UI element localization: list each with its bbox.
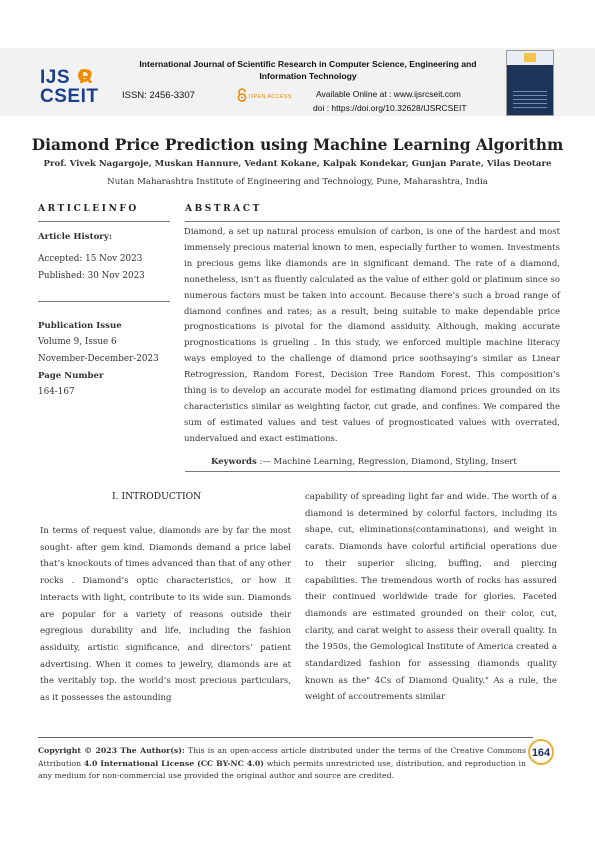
page-number-badge [528,739,554,765]
available-online[interactable]: Available Online at : www.ijsrcseit.com [316,89,461,99]
introduction-column-left: In terms of request value, diamonds are by far the most sought- after gem kind. Diamonds demand a price label that’s knockouts of times advanced than that of any other rocks . Diamond’s optic characteristics, or how it interacts with light, contribute to its wide sun. Diamonds are popular for a variety of reasons outside their egregious durability and life, including the fashion assiduity, artistic significance, and directors’ patient advertising. When it comes to jewelry, diamonds are at the veritably top. the world’s most precious particulars, as it possesses the astounding [40,526,291,704]
page-number-label: Page Number [38,371,104,381]
journal-logo [40,68,110,108]
journal-title: International Journal of Scientific Research in Computer Science, Engineering and Information Technology [139,59,477,81]
copyright-text-b: which permits unrestricted use, distribution, and reproduction in any medium for non-commercial use provided the original author and source are credited. [38,758,526,781]
divider [38,221,170,222]
publication-issue-label: Publication Issue [38,321,122,331]
journal-cover-thumbnail [506,50,554,116]
copyright-text-a: This is an open-access article distributed under the terms of the Creative Commons Attribution [38,746,526,768]
volume-issue: Volume 9, Issue 6 [38,337,117,347]
published-date: Published: 30 Nov 2023 [38,271,145,281]
logo-line2: CSEIT [40,86,99,107]
logo-line1: IJS R [40,67,94,88]
issue-period: November-December-2023 [38,354,159,364]
cover-badge-icon [524,53,536,62]
footer-divider [38,737,533,738]
divider [185,221,560,222]
page-number: 164 [531,747,551,759]
keywords-list: :— Machine Learning, Regression, Diamond, Styling, Insert [259,457,517,467]
license-link[interactable]: 4.0 International License (CC BY-NC 4.0) [83,758,264,768]
doi-link[interactable]: doi : https://doi.org/10.32628/IJSRCSEIT [313,103,467,113]
keywords-label: Keywords [211,457,257,467]
paper-authors: Prof. Vivek Nagargoje, Muskan Hannure, Vedant Kokane, Kalpak Kondekar, Gunjan Parate, Vilas Deotare [43,159,552,169]
paper-affiliation: Nutan Maharashtra Institute of Engineering and Technology, Pune, Maharashtra, India [107,177,488,187]
abstract-heading: ABSTRACT [185,204,262,214]
paper-title: Diamond Price Prediction using Machine Learning Algorithm [31,136,564,154]
open-access-lock-icon [236,88,248,102]
issn: ISSN: 2456-3307 [122,90,195,101]
accepted-date: Accepted: 15 Nov 2023 [38,254,143,264]
copyright-label: Copyright © 2023 The Author(s): [38,746,185,755]
open-access-label: OPEN ACCESS [249,94,292,100]
article-info-heading: ARTICLEINFO [38,204,139,214]
page-range: 164-167 [38,387,75,397]
divider [38,301,170,302]
copyright-footer [38,745,526,783]
keywords [211,457,571,467]
introduction-column-right: capability of spreading light far and wide. The worth of a diamond is determined by colorful factors, including its shape, cut, eliminations(contaminations), and weight in carats. Diamonds have colorful artificial operations due to their superior slicing, buffing, and piercing capabilities. The tremendous worth of rocks has assured their continued worldwide trade for glories. Faceted diamonds are estimated grounded on their color, cut, clarity, and carat weight to assess their overall quality. In the 1950s, the Gemological Institute of America created a standardized fashion for assessing diamonds quality known as the" 4Cs of Diamond Quality." As a rule, the weight of accoutrements similar [305,492,557,703]
logo-ring-icon [78,69,91,82]
divider [185,471,560,472]
introduction-heading: I. INTRODUCTION [112,491,202,502]
article-history-label: Article History: [38,232,113,242]
cover-lines [513,91,547,111]
abstract-text: Diamond, a set up natural process emulsion of carbon, is one of the hardest and most immensely precious material known to men, especially further to women. Investments in precious gems like diamonds are in significant demand. The rate of a diamond, nonetheless, isn’t as fluently calculated as the value of either gold or platinum since so numerous factors must be taken into account. Because there’s such a broad range of diamond confines and rates; as a result, being suitable to make dependable price prognostications is pivotal for the diamond assiduity. Although, making accurate prognostications is grueling . In this study, we enforced multiple machine literacy ways employed to the challenge of diamond price soothsaying’s similar as Linear Retrogression, Random Forest, Decision Tree Random Forest. This composition’s thing is to develop an accurate model for estimating diamond prices grounded on its characteristics similar as weighting factor, cut grade, and confines. We compared the sum of estimated values and test values of prognosticated values with overrated, undervalued and exact estimations. [184,227,560,444]
